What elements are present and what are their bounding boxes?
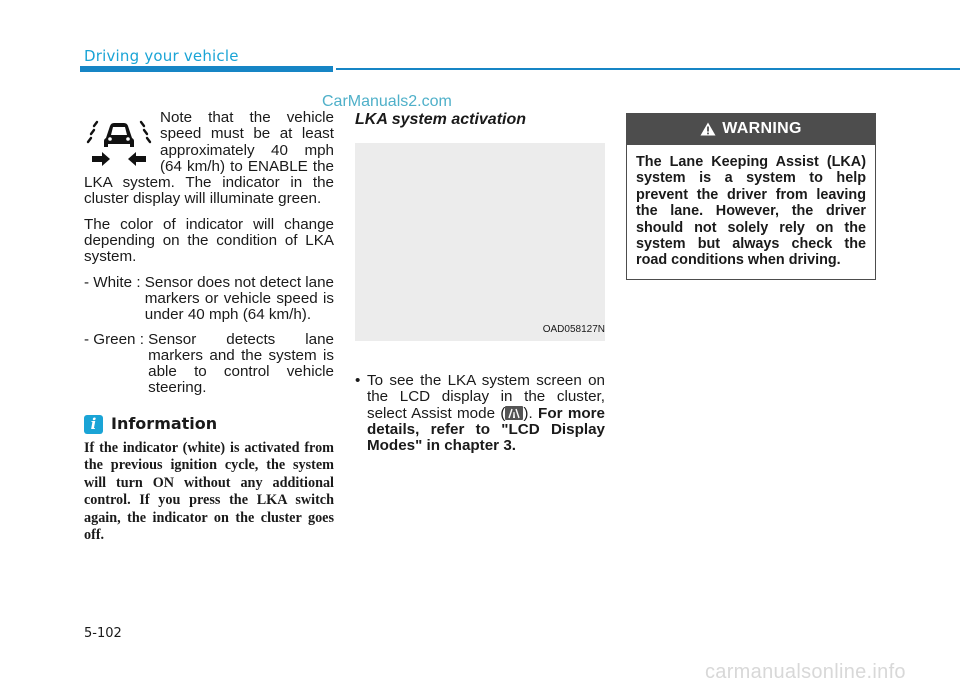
definition-desc: Sensor detects lane markers and the system is able to control vehicle steering. [148, 330, 334, 397]
bullet-text [367, 373, 605, 454]
warning-text: The Lane Keeping Assist (LKA) system is a system to help prevent the driver from leaving the lane. However, the driver should not solely rely on the system but always check the road conditions when driving. [626, 145, 876, 280]
info-icon: i [84, 415, 103, 434]
warning-triangle-icon [700, 122, 716, 136]
lka-activation-title: LKA system activation [355, 111, 527, 128]
page-number: 5-102 [84, 626, 122, 641]
bullet-dot: • [355, 372, 361, 389]
warning-box [626, 113, 876, 280]
warning-title: WARNING [722, 120, 802, 137]
watermark-top: CarManuals2.com [322, 93, 452, 110]
warning-header [626, 113, 876, 145]
assist-mode-icon [505, 406, 523, 420]
column-middle [355, 110, 605, 454]
paragraph-speed-note: Note that the vehicle speed must be at least approximately 40 mph (64 km/h) to ENABLE the LKA system. The indicator in the cluster display will illuminate green. [84, 109, 334, 208]
header-rule-thick [80, 66, 333, 72]
bullet-text-before: To see the LKA system screen on the LCD display in the cluster, select Assist mode ( [367, 372, 605, 422]
header-rule-thin [336, 68, 960, 70]
bullet-text-bold: For more details, refer to "LCD Display Modes" in chapter 3. [367, 404, 605, 455]
lka-indicator-icon [84, 114, 154, 172]
figure-placeholder [355, 143, 605, 341]
definition-term: - Green : [84, 330, 149, 348]
bullet-item [355, 373, 605, 454]
section-title: Driving your vehicle [84, 47, 239, 65]
paragraph-color-note: The color of indicator will change depending on the condition of LKA system. [84, 215, 334, 266]
figure-label: OAD058127N [542, 324, 605, 335]
column-left [84, 110, 334, 554]
watermark-bottom: carmanualsonline.info [705, 661, 906, 683]
bullet-text-after: ). [523, 404, 539, 422]
definition-green [84, 332, 334, 397]
information-title: Information [111, 414, 218, 434]
information-header [84, 415, 334, 434]
definition-white [84, 275, 334, 324]
definition-desc: Sensor does not detect lane markers or vehicle speed is under 40 mph (64 km/h). [144, 273, 334, 324]
definition-term: - White : [84, 273, 145, 291]
information-text: If the indicator (white) is activated from the previous ignition cycle, the system will turn ON without any additional control. If you press the LKA switch again, the indicator on the cluster goes off. [84, 439, 334, 544]
